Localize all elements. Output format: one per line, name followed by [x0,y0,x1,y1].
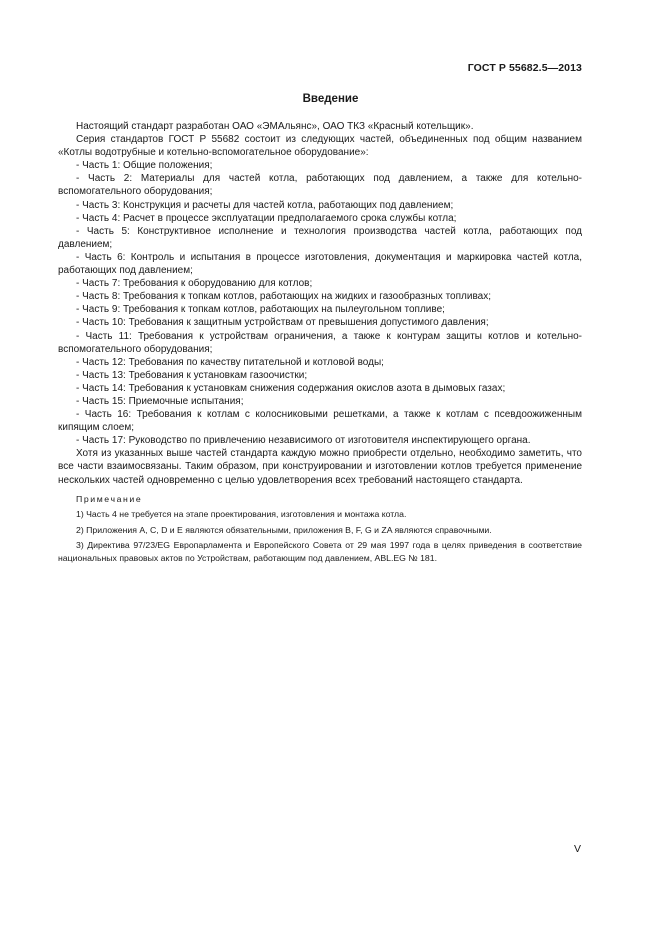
list-item: - Часть 5: Конструктивное исполнение и технология производства частей котла, работающих под давлением; [58,225,582,250]
list-item: - Часть 15: Приемочные испытания; [76,395,244,407]
list-item: - Часть 12: Требования по качеству питательной и котловой воды; [76,356,384,368]
list-item: - Часть 6: Контроль и испытания в процессе изготовления, документация и маркировка частей котла, работающих под давлением; [58,251,582,277]
paragraph: Хотя из указанных выше частей стандарта каждую можно приобрести отдельно, необходимо заметить, что все части взаимосвязаны. Таким образом, при конструировании и изготовлении котлов требуется применение нескольких частей одновременно с целью удовлетворения всех требований настоящего стандарта. [58,448,582,486]
notes-heading: Примечание [76,493,143,504]
standard-code-header: ГОСТ Р 55682.5—2013 [467,62,582,74]
section-title: Введение [302,93,359,105]
notes-block [58,493,582,565]
list-item: - Часть 9: Требования к топкам котлов, работающих на пылеугольном топливе; [76,304,445,316]
list-item: - Часть 2: Материалы для частей котла, работающих под давлением, а также для котельно-вспомогательного оборудования; [58,173,582,198]
introduction-body [58,120,582,568]
list-item: - Часть 13: Требования к установкам газоочистки; [76,369,308,381]
page-number: V [573,843,581,855]
list-item: - Часть 7: Требования к оборудованию для котлов; [76,278,313,290]
note-item: 1) Часть 4 не требуется на этапе проектирования, изготовления и монтажа котла. [76,509,407,520]
list-item: - Часть 14: Требования к установкам снижения содержания окислов азота в дымовых газах; [76,382,506,394]
list-item: - Часть 11: Требования к устройствам ограничения, а также к контурам защиты котлов и котельно-вспомогательного оборудования; [58,330,582,355]
list-item: - Часть 17: Руководство по привлечению независимого от изготовителя инспектирующего органа. [76,435,531,447]
list-item: - Часть 10: Требования к защитным устройствам от превышения допустимого давления; [76,317,489,329]
paragraph: Серия стандартов ГОСТ Р 55682 состоит из следующих частей, объединенных под общим названием «Котлы водотрубные и котельно-вспомогательное оборудование»: [58,134,582,159]
list-item: - Часть 4: Расчет в процессе эксплуатации предполагаемого срока службы котла; [76,212,457,224]
list-item: - Часть 3: Конструкция и расчеты для частей котла, работающих под давлением; [76,199,454,211]
list-item: - Часть 1: Общие положения; [76,160,213,172]
note-item: 2) Приложения А, С, D и Е являются обязательными, приложения В, F, G и ZA являются справочными. [76,524,492,535]
note-item: 3) Директива 97/23/EG Европарламента и Европейского Совета от 29 мая 1997 года в целях приведения в соответствие национальных правовых актов по Устройствам, работающим под давлением, ABL.EG № 181. [58,540,582,563]
list-item: - Часть 8: Требования к топкам котлов, работающих на жидких и газообразных топливах; [76,291,491,303]
list-item: - Часть 16: Требования к котлам с колосниковыми решетками, а также к котлам с псевдоожиженным кипящим слоем; [58,409,582,434]
paragraph: Настоящий стандарт разработан ОАО «ЭМАльянс», ОАО ТКЗ «Красный котельщик». [76,121,474,132]
